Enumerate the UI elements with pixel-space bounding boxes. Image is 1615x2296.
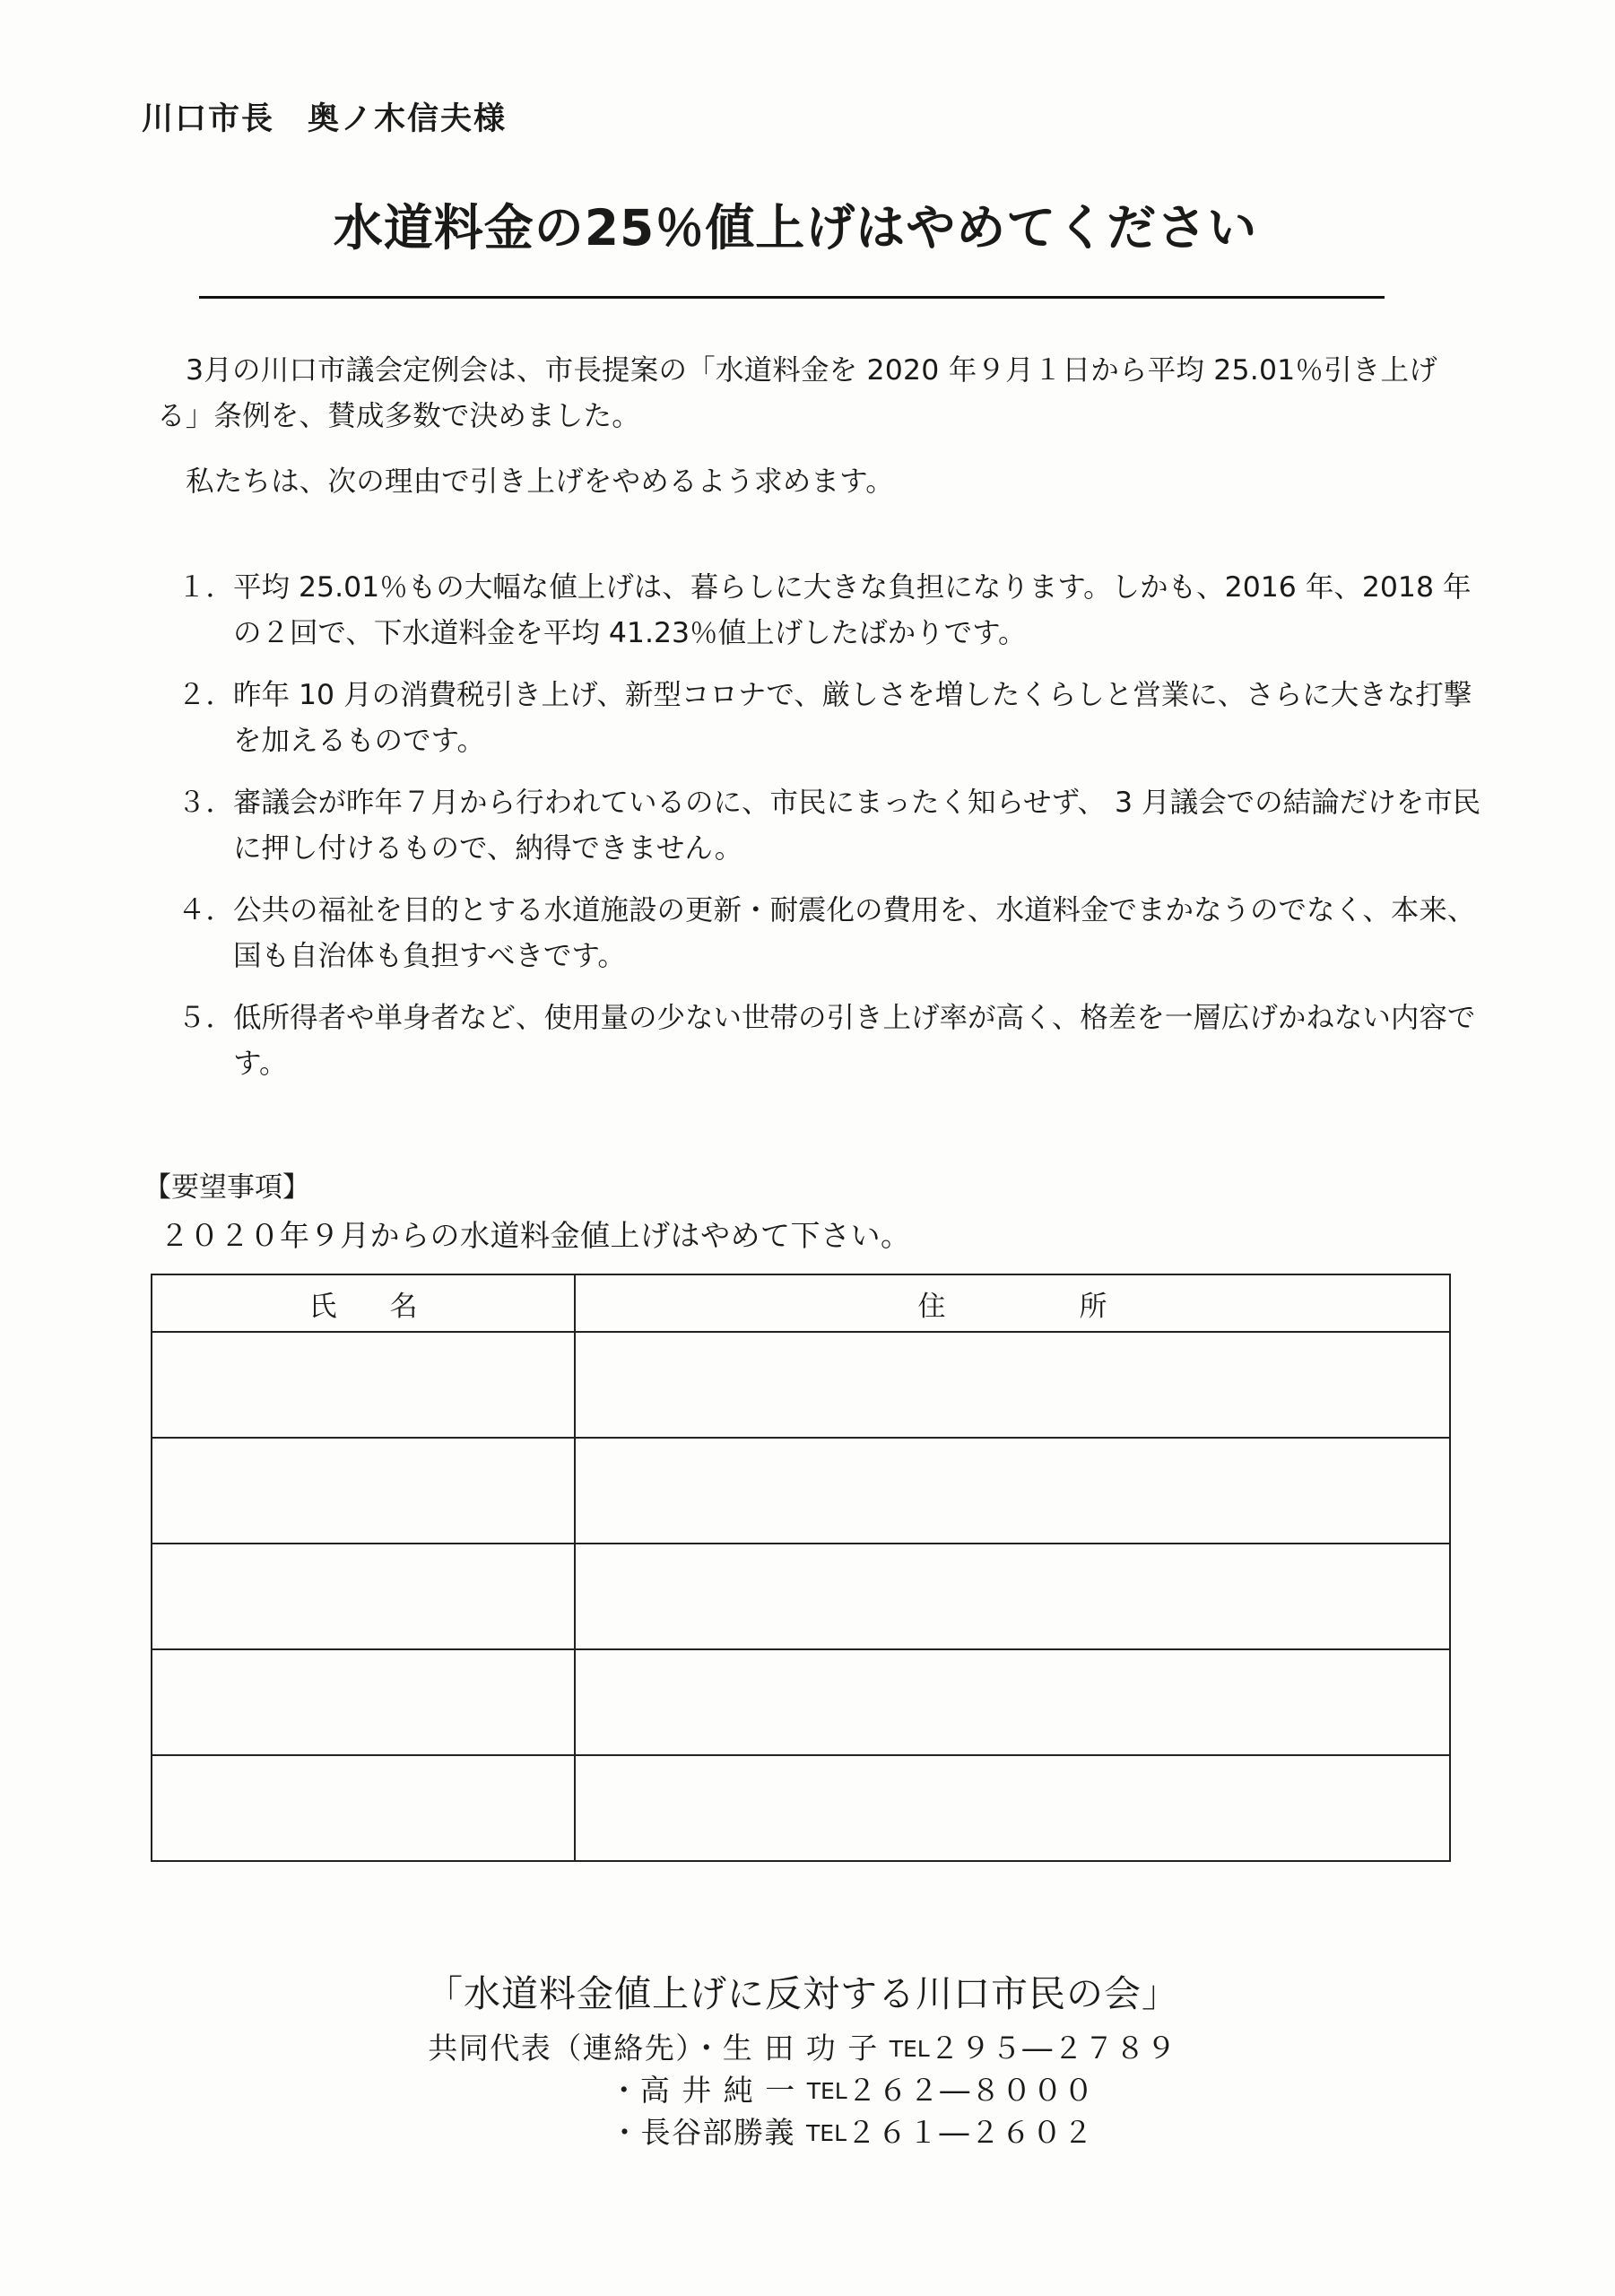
title-underline: [199, 296, 1385, 299]
request-heading: 【要望事項】: [143, 1171, 310, 1204]
contact-line: [143, 2028, 1462, 2070]
table-row: [152, 1332, 1450, 1438]
lead-paragraph: 私たちは、次の理由で引き上げをやめるよう求めます。: [186, 465, 894, 499]
column-header-address: 住 所: [575, 1274, 1450, 1332]
cell-address[interactable]: [575, 1544, 1450, 1649]
contact-prefix: 共同代表（連絡先）・: [428, 2031, 723, 2066]
contact-prefix: ・: [610, 2114, 641, 2150]
table-row: [152, 1544, 1450, 1649]
contact-line: [143, 2070, 1462, 2112]
list-item-number: ４．: [178, 894, 235, 927]
list-item-text: 審議会が昨年７月から行われているのに、市民にまったく知らせず、 3 月議会での結論だけを市民に押し付けるもので、納得できません。: [233, 787, 1481, 865]
contact-name: 生 田 功 子: [722, 2031, 879, 2066]
tel-label: TEL: [806, 2077, 847, 2104]
list-item-number: ３．: [178, 787, 235, 820]
list-item-number: ５．: [178, 1002, 235, 1035]
cell-name[interactable]: [152, 1544, 575, 1649]
table-row: [152, 1438, 1450, 1544]
table-row: [152, 1649, 1450, 1755]
tel-label: TEL: [806, 2119, 847, 2146]
list-item-text: 昨年 10 月の消費税引き上げ、新型コロナで、厳しさを増したくらしと営業に、さらに大きな打撃を加えるものです。: [233, 679, 1472, 758]
tel-number: ２９５―２７８９: [929, 2031, 1177, 2066]
list-item: [178, 780, 1482, 872]
contact-name: 高 井 純 一: [639, 2072, 796, 2108]
contact-line: [143, 2112, 1462, 2154]
intro-section: [157, 348, 1475, 512]
tel-label: TEL: [889, 2036, 930, 2062]
table-row: [152, 1755, 1450, 1861]
cell-address[interactable]: [575, 1649, 1450, 1755]
tel-number: ２６１―２６０２: [847, 2114, 1094, 2150]
list-item-text: 公共の福祉を目的とする水道施設の更新・耐震化の費用を、水道料金でまかなうのでなく、本来、国も自治体も負担すべきです。: [233, 894, 1476, 973]
document-title-container: [199, 188, 1392, 259]
contact-name: 長谷部勝義: [640, 2114, 795, 2150]
organization-name: 「水道料金値上げに反対する川口市民の会」: [426, 1972, 1179, 2015]
table-header-row: [152, 1274, 1450, 1332]
addressee-line: 川口市長 奥ノ木信夫様: [142, 101, 508, 136]
signature-table: [151, 1274, 1451, 1862]
footer-block: [143, 1964, 1462, 2154]
tel-number: ２６２―８０００: [847, 2072, 1095, 2108]
contact-prefix: ・: [609, 2072, 640, 2108]
cell-name[interactable]: [152, 1438, 575, 1544]
intro-paragraph: 3月の川口市議会定例会は、市長提案の「水道料金を 2020 年９月１日から平均 25.01％引き上げる」条例を、賛成多数で決めました。: [157, 354, 1437, 433]
cell-address[interactable]: [575, 1755, 1450, 1861]
cell-name[interactable]: [152, 1649, 575, 1755]
request-text: ２０２０年９月からの水道料金値上げはやめて下さい。: [160, 1218, 911, 1253]
list-item: [178, 565, 1482, 657]
list-item-text: 低所得者や単身者など、使用量の少ない世帯の引き上げ率が高く、格差を一層広げかねない内容です。: [233, 1002, 1476, 1081]
cell-address[interactable]: [575, 1438, 1450, 1544]
cell-address[interactable]: [575, 1332, 1450, 1438]
cell-name[interactable]: [152, 1755, 575, 1861]
cell-name[interactable]: [152, 1332, 575, 1438]
list-item: [178, 996, 1482, 1087]
column-header-name: 氏 名: [152, 1274, 575, 1332]
reasons-list: [178, 565, 1482, 1103]
list-item: [178, 673, 1482, 764]
list-item-number: １．: [178, 571, 235, 604]
list-item-number: ２．: [178, 679, 235, 712]
page-title: 水道料金の25％値上げはやめてください: [333, 199, 1258, 257]
list-item: [178, 888, 1482, 979]
list-item-text: 平均 25.01％もの大幅な値上げは、暮らしに大きな負担になります。しかも、2016 年、2018 年の２回で、下水道料金を平均 41.23％値上げしたばかりです。: [233, 571, 1472, 650]
